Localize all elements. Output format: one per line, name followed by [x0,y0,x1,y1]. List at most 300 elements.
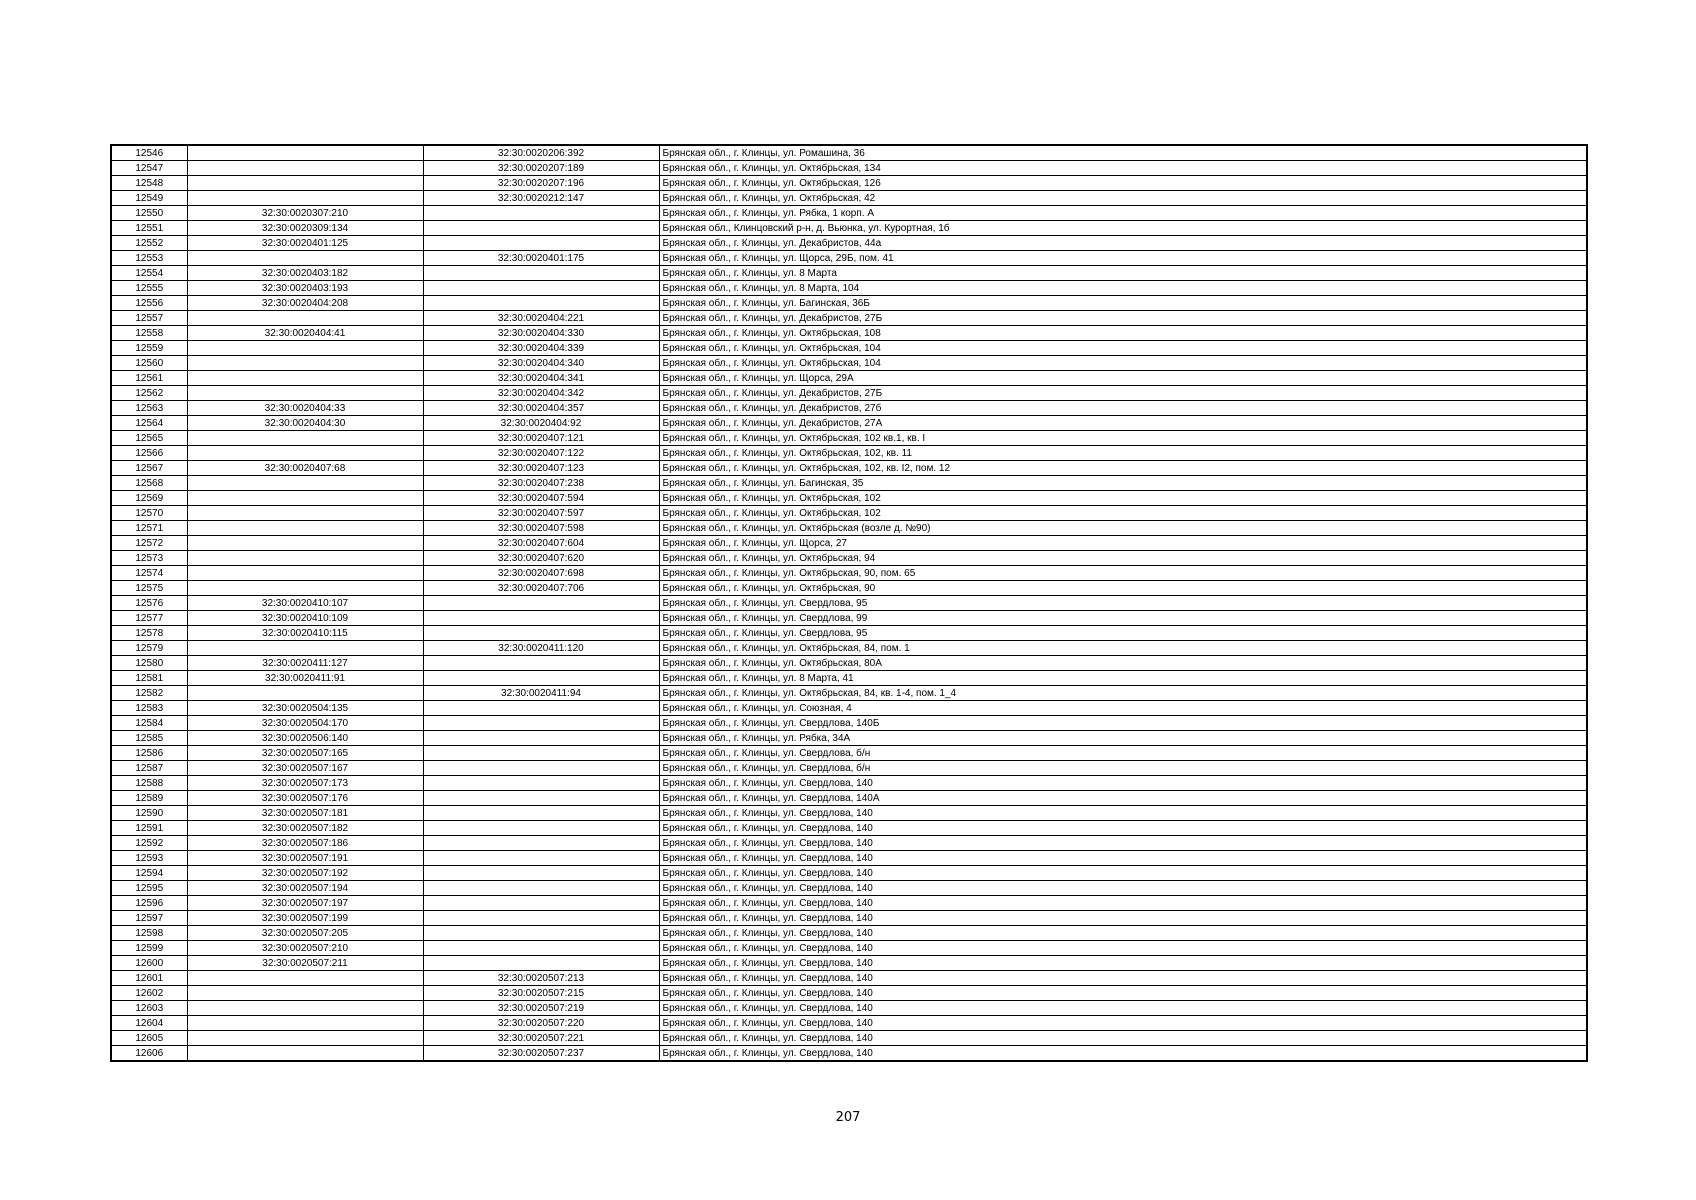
table-row [111,851,1587,866]
row-number-cell: 12594 [111,866,187,881]
row-number-cell: 12599 [111,941,187,956]
table-row [111,446,1587,461]
object-cadastral-number-cell [423,221,659,236]
row-number-cell: 12584 [111,716,187,731]
address-cell: Брянская обл., г. Клинцы, ул. Свердлова, 140 [659,821,1587,836]
address-cell: Брянская обл., г. Клинцы, ул. Октябрьская, 102, кв. 11 [659,446,1587,461]
cadastral-number-cell [187,251,423,266]
row-number-cell: 12574 [111,566,187,581]
object-cadastral-number-cell [423,866,659,881]
object-cadastral-number-cell [423,596,659,611]
address-cell: Брянская обл., г. Клинцы, ул. Рябка, 1 корп. А [659,206,1587,221]
address-cell: Брянская обл., г. Клинцы, ул. Октябрьская, 90 [659,581,1587,596]
row-number-cell: 12593 [111,851,187,866]
table-row [111,506,1587,521]
cadastral-number-cell: 32:30:0020410:107 [187,596,423,611]
object-cadastral-number-cell [423,776,659,791]
row-number-cell: 12550 [111,206,187,221]
address-cell: Брянская обл., г. Клинцы, ул. Свердлова, 140 [659,806,1587,821]
object-cadastral-number-cell: 32:30:0020407:597 [423,506,659,521]
row-number-cell: 12558 [111,326,187,341]
table-row [111,731,1587,746]
table-row [111,596,1587,611]
cadastral-number-cell: 32:30:0020507:205 [187,926,423,941]
cadastral-number-cell: 32:30:0020507:182 [187,821,423,836]
object-cadastral-number-cell: 32:30:0020407:604 [423,536,659,551]
address-cell: Брянская обл., г. Клинцы, ул. Свердлова, 95 [659,626,1587,641]
cadastral-number-cell: 32:30:0020504:170 [187,716,423,731]
address-cell: Брянская обл., г. Клинцы, ул. Свердлова, 140 [659,896,1587,911]
cadastral-number-cell: 32:30:0020411:127 [187,656,423,671]
row-number-cell: 12579 [111,641,187,656]
table-row [111,461,1587,476]
row-number-cell: 12564 [111,416,187,431]
table-row [111,641,1587,656]
table-row [111,956,1587,971]
table-row [111,536,1587,551]
address-cell: Брянская обл., г. Клинцы, ул. Декабристов, 27А [659,416,1587,431]
table-row [111,581,1587,596]
object-cadastral-number-cell: 32:30:0020407:123 [423,461,659,476]
address-cell: Брянская обл., г. Клинцы, ул. Щорса, 29А [659,371,1587,386]
address-cell: Брянская обл., г. Клинцы, ул. Декабристов, 27Б [659,311,1587,326]
object-cadastral-number-cell: 32:30:0020404:92 [423,416,659,431]
row-number-cell: 12578 [111,626,187,641]
row-number-cell: 12568 [111,476,187,491]
object-cadastral-number-cell: 32:30:0020507:237 [423,1046,659,1062]
cadastral-number-cell [187,1016,423,1031]
table-row [111,881,1587,896]
table-row [111,386,1587,401]
address-cell: Брянская обл., г. Клинцы, ул. Свердлова, 140 [659,1031,1587,1046]
address-cell: Брянская обл., г. Клинцы, ул. Свердлова, 95 [659,596,1587,611]
registry-table [110,144,1588,1062]
address-cell: Брянская обл., г. Клинцы, ул. Декабристов, 27б [659,401,1587,416]
address-cell: Брянская обл., г. Клинцы, ул. Октябрьская, 90, пом. 65 [659,566,1587,581]
row-number-cell: 12582 [111,686,187,701]
cadastral-number-cell: 32:30:0020404:41 [187,326,423,341]
address-cell: Брянская обл., г. Клинцы, ул. Свердлова, 140Б [659,716,1587,731]
address-cell: Брянская обл., г. Клинцы, ул. Свердлова, 140 [659,881,1587,896]
row-number-cell: 12587 [111,761,187,776]
row-number-cell: 12549 [111,191,187,206]
object-cadastral-number-cell: 32:30:0020401:175 [423,251,659,266]
cadastral-number-cell [187,356,423,371]
table-row [111,341,1587,356]
row-number-cell: 12581 [111,671,187,686]
row-number-cell: 12592 [111,836,187,851]
table-row [111,1001,1587,1016]
row-number-cell: 12597 [111,911,187,926]
cadastral-number-cell [187,176,423,191]
cadastral-number-cell: 32:30:0020507:191 [187,851,423,866]
address-cell: Брянская обл., г. Клинцы, ул. Свердлова, 140 [659,956,1587,971]
address-cell: Брянская обл., г. Клинцы, ул. Октябрьская, 80А [659,656,1587,671]
object-cadastral-number-cell: 32:30:0020407:121 [423,431,659,446]
cadastral-number-cell [187,386,423,401]
object-cadastral-number-cell: 32:30:0020407:594 [423,491,659,506]
row-number-cell: 12572 [111,536,187,551]
table-row [111,671,1587,686]
object-cadastral-number-cell: 32:30:0020207:189 [423,161,659,176]
row-number-cell: 12576 [111,596,187,611]
object-cadastral-number-cell [423,896,659,911]
table-row [111,326,1587,341]
object-cadastral-number-cell [423,281,659,296]
row-number-cell: 12569 [111,491,187,506]
table-row [111,836,1587,851]
object-cadastral-number-cell [423,911,659,926]
cadastral-number-cell [187,641,423,656]
address-cell: Брянская обл., г. Клинцы, ул. Щорса, 29Б, пом. 41 [659,251,1587,266]
row-number-cell: 12566 [111,446,187,461]
address-cell: Брянская обл., г. Клинцы, ул. Октябрьская, 102 [659,491,1587,506]
object-cadastral-number-cell [423,806,659,821]
object-cadastral-number-cell: 32:30:0020404:330 [423,326,659,341]
cadastral-number-cell: 32:30:0020507:199 [187,911,423,926]
table-row [111,371,1587,386]
cadastral-number-cell: 32:30:0020404:208 [187,296,423,311]
cadastral-number-cell: 32:30:0020507:211 [187,956,423,971]
address-cell: Брянская обл., г. Клинцы, ул. Рябка, 34А [659,731,1587,746]
table-row [111,161,1587,176]
table-row [111,986,1587,1001]
row-number-cell: 12603 [111,1001,187,1016]
table-row [111,971,1587,986]
object-cadastral-number-cell: 32:30:0020507:213 [423,971,659,986]
cadastral-number-cell [187,1001,423,1016]
cadastral-number-cell [187,161,423,176]
row-number-cell: 12555 [111,281,187,296]
table-row [111,1016,1587,1031]
object-cadastral-number-cell [423,206,659,221]
table-row [111,221,1587,236]
cadastral-number-cell [187,491,423,506]
row-number-cell: 12601 [111,971,187,986]
cadastral-number-cell: 32:30:0020507:176 [187,791,423,806]
row-number-cell: 12598 [111,926,187,941]
address-cell: Брянская обл., г. Клинцы, ул. Свердлова, 140 [659,1001,1587,1016]
table-row [111,491,1587,506]
cadastral-number-cell [187,1031,423,1046]
page-number: 207 [835,1110,861,1125]
object-cadastral-number-cell [423,956,659,971]
cadastral-number-cell: 32:30:0020403:193 [187,281,423,296]
object-cadastral-number-cell [423,671,659,686]
address-cell: Брянская обл., г. Клинцы, ул. Щорса, 27 [659,536,1587,551]
row-number-cell: 12575 [111,581,187,596]
object-cadastral-number-cell [423,926,659,941]
object-cadastral-number-cell: 32:30:0020407:706 [423,581,659,596]
address-cell: Брянская обл., г. Клинцы, ул. Октябрьская, 104 [659,356,1587,371]
cadastral-number-cell [187,311,423,326]
cadastral-number-cell [187,1046,423,1062]
row-number-cell: 12556 [111,296,187,311]
object-cadastral-number-cell: 32:30:0020507:221 [423,1031,659,1046]
object-cadastral-number-cell: 32:30:0020407:698 [423,566,659,581]
cadastral-number-cell: 32:30:0020309:134 [187,221,423,236]
address-cell: Брянская обл., г. Клинцы, ул. Свердлова, 140 [659,1016,1587,1031]
address-cell: Брянская обл., г. Клинцы, ул. Свердлова, 99 [659,611,1587,626]
row-number-cell: 12589 [111,791,187,806]
cadastral-number-cell: 32:30:0020507:181 [187,806,423,821]
address-cell: Брянская обл., г. Клинцы, ул. Свердлова, 140 [659,971,1587,986]
table-row [111,296,1587,311]
address-cell: Брянская обл., г. Клинцы, ул. Союзная, 4 [659,701,1587,716]
table-row [111,746,1587,761]
object-cadastral-number-cell [423,881,659,896]
address-cell: Брянская обл., г. Клинцы, ул. Октябрьская, 102, кв. I2, пом. 12 [659,461,1587,476]
table-row [111,911,1587,926]
object-cadastral-number-cell: 32:30:0020404:357 [423,401,659,416]
address-cell: Брянская обл., г. Клинцы, ул. 8 Марта [659,266,1587,281]
object-cadastral-number-cell: 32:30:0020212:147 [423,191,659,206]
row-number-cell: 12570 [111,506,187,521]
row-number-cell: 12605 [111,1031,187,1046]
address-cell: Брянская обл., г. Клинцы, ул. Свердлова, 140 [659,911,1587,926]
table-row [111,626,1587,641]
address-cell: Брянская обл., Клинцовский р-н, д. Вьюнка, ул. Курортная, 1б [659,221,1587,236]
cadastral-number-cell: 32:30:0020507:194 [187,881,423,896]
object-cadastral-number-cell [423,821,659,836]
object-cadastral-number-cell: 32:30:0020407:620 [423,551,659,566]
address-cell: Брянская обл., г. Клинцы, ул. Свердлова, 140 [659,776,1587,791]
cadastral-number-cell: 32:30:0020507:197 [187,896,423,911]
table-row [111,476,1587,491]
table-row [111,821,1587,836]
address-cell: Брянская обл., г. Клинцы, ул. Октябрьская, 94 [659,551,1587,566]
cadastral-number-cell: 32:30:0020404:30 [187,416,423,431]
object-cadastral-number-cell: 32:30:0020507:215 [423,986,659,1001]
cadastral-number-cell [187,476,423,491]
table-row [111,776,1587,791]
table-row [111,686,1587,701]
object-cadastral-number-cell: 32:30:0020404:342 [423,386,659,401]
table-row [111,236,1587,251]
table-row [111,311,1587,326]
table-row [111,356,1587,371]
cadastral-number-cell: 32:30:0020403:182 [187,266,423,281]
cadastral-number-cell: 32:30:0020507:186 [187,836,423,851]
cadastral-number-cell: 32:30:0020506:140 [187,731,423,746]
table-row [111,145,1587,161]
row-number-cell: 12561 [111,371,187,386]
address-cell: Брянская обл., г. Клинцы, ул. Свердлова, 140 [659,941,1587,956]
address-cell: Брянская обл., г. Клинцы, ул. Октябрьская, 42 [659,191,1587,206]
cadastral-number-cell: 32:30:0020507:210 [187,941,423,956]
row-number-cell: 12596 [111,896,187,911]
object-cadastral-number-cell: 32:30:0020404:340 [423,356,659,371]
object-cadastral-number-cell [423,656,659,671]
address-cell: Брянская обл., г. Клинцы, ул. Свердлова, 140 [659,866,1587,881]
object-cadastral-number-cell: 32:30:0020507:219 [423,1001,659,1016]
cadastral-number-cell [187,506,423,521]
address-cell: Брянская обл., г. Клинцы, ул. Октябрьская, 134 [659,161,1587,176]
registry-table-body [111,145,1587,1061]
object-cadastral-number-cell [423,266,659,281]
cadastral-number-cell [187,536,423,551]
address-cell: Брянская обл., г. Клинцы, ул. Ромашина, 36 [659,145,1587,161]
object-cadastral-number-cell: 32:30:0020507:220 [423,1016,659,1031]
cadastral-number-cell: 32:30:0020507:192 [187,866,423,881]
row-number-cell: 12573 [111,551,187,566]
row-number-cell: 12567 [111,461,187,476]
object-cadastral-number-cell [423,296,659,311]
address-cell: Брянская обл., г. Клинцы, ул. Октябрьская (возле д. №90) [659,521,1587,536]
cadastral-number-cell: 32:30:0020410:115 [187,626,423,641]
cadastral-number-cell [187,341,423,356]
table-row [111,1031,1587,1046]
row-number-cell: 12586 [111,746,187,761]
address-cell: Брянская обл., г. Клинцы, ул. Багинская, 35 [659,476,1587,491]
address-cell: Брянская обл., г. Клинцы, ул. Октябрьская, 126 [659,176,1587,191]
address-cell: Брянская обл., г. Клинцы, ул. Октябрьская, 84, кв. 1-4, пом. 1_4 [659,686,1587,701]
row-number-cell: 12577 [111,611,187,626]
address-cell: Брянская обл., г. Клинцы, ул. 8 Марта, 104 [659,281,1587,296]
row-number-cell: 12580 [111,656,187,671]
object-cadastral-number-cell: 32:30:0020407:238 [423,476,659,491]
row-number-cell: 12600 [111,956,187,971]
address-cell: Брянская обл., г. Клинцы, ул. Свердлова, 140 [659,836,1587,851]
table-row [111,806,1587,821]
row-number-cell: 12585 [111,731,187,746]
table-row [111,896,1587,911]
cadastral-number-cell: 32:30:0020410:109 [187,611,423,626]
object-cadastral-number-cell [423,791,659,806]
table-row [111,791,1587,806]
cadastral-number-cell: 32:30:0020504:135 [187,701,423,716]
cadastral-number-cell: 32:30:0020507:173 [187,776,423,791]
row-number-cell: 12560 [111,356,187,371]
object-cadastral-number-cell [423,761,659,776]
table-row [111,566,1587,581]
address-cell: Брянская обл., г. Клинцы, ул. Свердлова, 140 [659,851,1587,866]
table-row [111,401,1587,416]
row-number-cell: 12551 [111,221,187,236]
table-row [111,281,1587,296]
object-cadastral-number-cell [423,941,659,956]
table-row [111,761,1587,776]
table-row [111,206,1587,221]
row-number-cell: 12553 [111,251,187,266]
table-row [111,701,1587,716]
row-number-cell: 12591 [111,821,187,836]
address-cell: Брянская обл., г. Клинцы, ул. Октябрьская, 102 [659,506,1587,521]
cadastral-number-cell [187,431,423,446]
table-row [111,656,1587,671]
table-row [111,716,1587,731]
row-number-cell: 12552 [111,236,187,251]
row-number-cell: 12565 [111,431,187,446]
address-cell: Брянская обл., г. Клинцы, ул. Свердлова, 140А [659,791,1587,806]
address-cell: Брянская обл., г. Клинцы, ул. Декабристов, 44а [659,236,1587,251]
cadastral-number-cell: 32:30:0020411:91 [187,671,423,686]
object-cadastral-number-cell: 32:30:0020404:221 [423,311,659,326]
cadastral-number-cell [187,566,423,581]
cadastral-number-cell: 32:30:0020307:210 [187,206,423,221]
table-row [111,611,1587,626]
cadastral-number-cell [187,145,423,161]
row-number-cell: 12590 [111,806,187,821]
address-cell: Брянская обл., г. Клинцы, ул. Октябрьская, 102 кв.1, кв. I [659,431,1587,446]
object-cadastral-number-cell: 32:30:0020407:122 [423,446,659,461]
table-row [111,191,1587,206]
address-cell: Брянская обл., г. Клинцы, ул. Свердлова, 140 [659,1046,1587,1062]
object-cadastral-number-cell [423,236,659,251]
object-cadastral-number-cell [423,836,659,851]
cadastral-number-cell [187,971,423,986]
address-cell: Брянская обл., г. Клинцы, ул. Декабристов, 27Б [659,386,1587,401]
cadastral-number-cell [187,551,423,566]
table-row [111,926,1587,941]
object-cadastral-number-cell: 32:30:0020207:196 [423,176,659,191]
address-cell: Брянская обл., г. Клинцы, ул. Багинская, 36Б [659,296,1587,311]
row-number-cell: 12547 [111,161,187,176]
address-cell: Брянская обл., г. Клинцы, ул. 8 Марта, 41 [659,671,1587,686]
object-cadastral-number-cell: 32:30:0020404:341 [423,371,659,386]
address-cell: Брянская обл., г. Клинцы, ул. Октябрьская, 108 [659,326,1587,341]
cadastral-number-cell [187,371,423,386]
address-cell: Брянская обл., г. Клинцы, ул. Свердлова, б/н [659,761,1587,776]
cadastral-number-cell: 32:30:0020507:165 [187,746,423,761]
cadastral-number-cell [187,446,423,461]
row-number-cell: 12563 [111,401,187,416]
object-cadastral-number-cell: 32:30:0020206:392 [423,145,659,161]
table-row [111,1046,1587,1062]
cadastral-number-cell: 32:30:0020507:167 [187,761,423,776]
row-number-cell: 12583 [111,701,187,716]
row-number-cell: 12595 [111,881,187,896]
address-cell: Брянская обл., г. Клинцы, ул. Свердлова, б/н [659,746,1587,761]
table-row [111,941,1587,956]
table-row [111,866,1587,881]
cadastral-number-cell [187,686,423,701]
row-number-cell: 12588 [111,776,187,791]
row-number-cell: 12548 [111,176,187,191]
row-number-cell: 12571 [111,521,187,536]
row-number-cell: 12602 [111,986,187,1001]
object-cadastral-number-cell [423,626,659,641]
cadastral-number-cell [187,191,423,206]
row-number-cell: 12562 [111,386,187,401]
table-row [111,416,1587,431]
object-cadastral-number-cell [423,701,659,716]
object-cadastral-number-cell [423,716,659,731]
object-cadastral-number-cell: 32:30:0020407:598 [423,521,659,536]
cadastral-number-cell: 32:30:0020401:125 [187,236,423,251]
row-number-cell: 12557 [111,311,187,326]
row-number-cell: 12546 [111,145,187,161]
address-cell: Брянская обл., г. Клинцы, ул. Октябрьская, 84, пом. 1 [659,641,1587,656]
table-row [111,176,1587,191]
address-cell: Брянская обл., г. Клинцы, ул. Октябрьская, 104 [659,341,1587,356]
cadastral-number-cell [187,581,423,596]
address-cell: Брянская обл., г. Клинцы, ул. Свердлова, 140 [659,986,1587,1001]
address-cell: Брянская обл., г. Клинцы, ул. Свердлова, 140 [659,926,1587,941]
object-cadastral-number-cell [423,611,659,626]
object-cadastral-number-cell [423,851,659,866]
table-row [111,431,1587,446]
table-row [111,521,1587,536]
table-row [111,266,1587,281]
row-number-cell: 12606 [111,1046,187,1062]
cadastral-number-cell: 32:30:0020404:33 [187,401,423,416]
object-cadastral-number-cell: 32:30:0020411:120 [423,641,659,656]
row-number-cell: 12559 [111,341,187,356]
table-row [111,251,1587,266]
object-cadastral-number-cell [423,731,659,746]
table-row [111,551,1587,566]
